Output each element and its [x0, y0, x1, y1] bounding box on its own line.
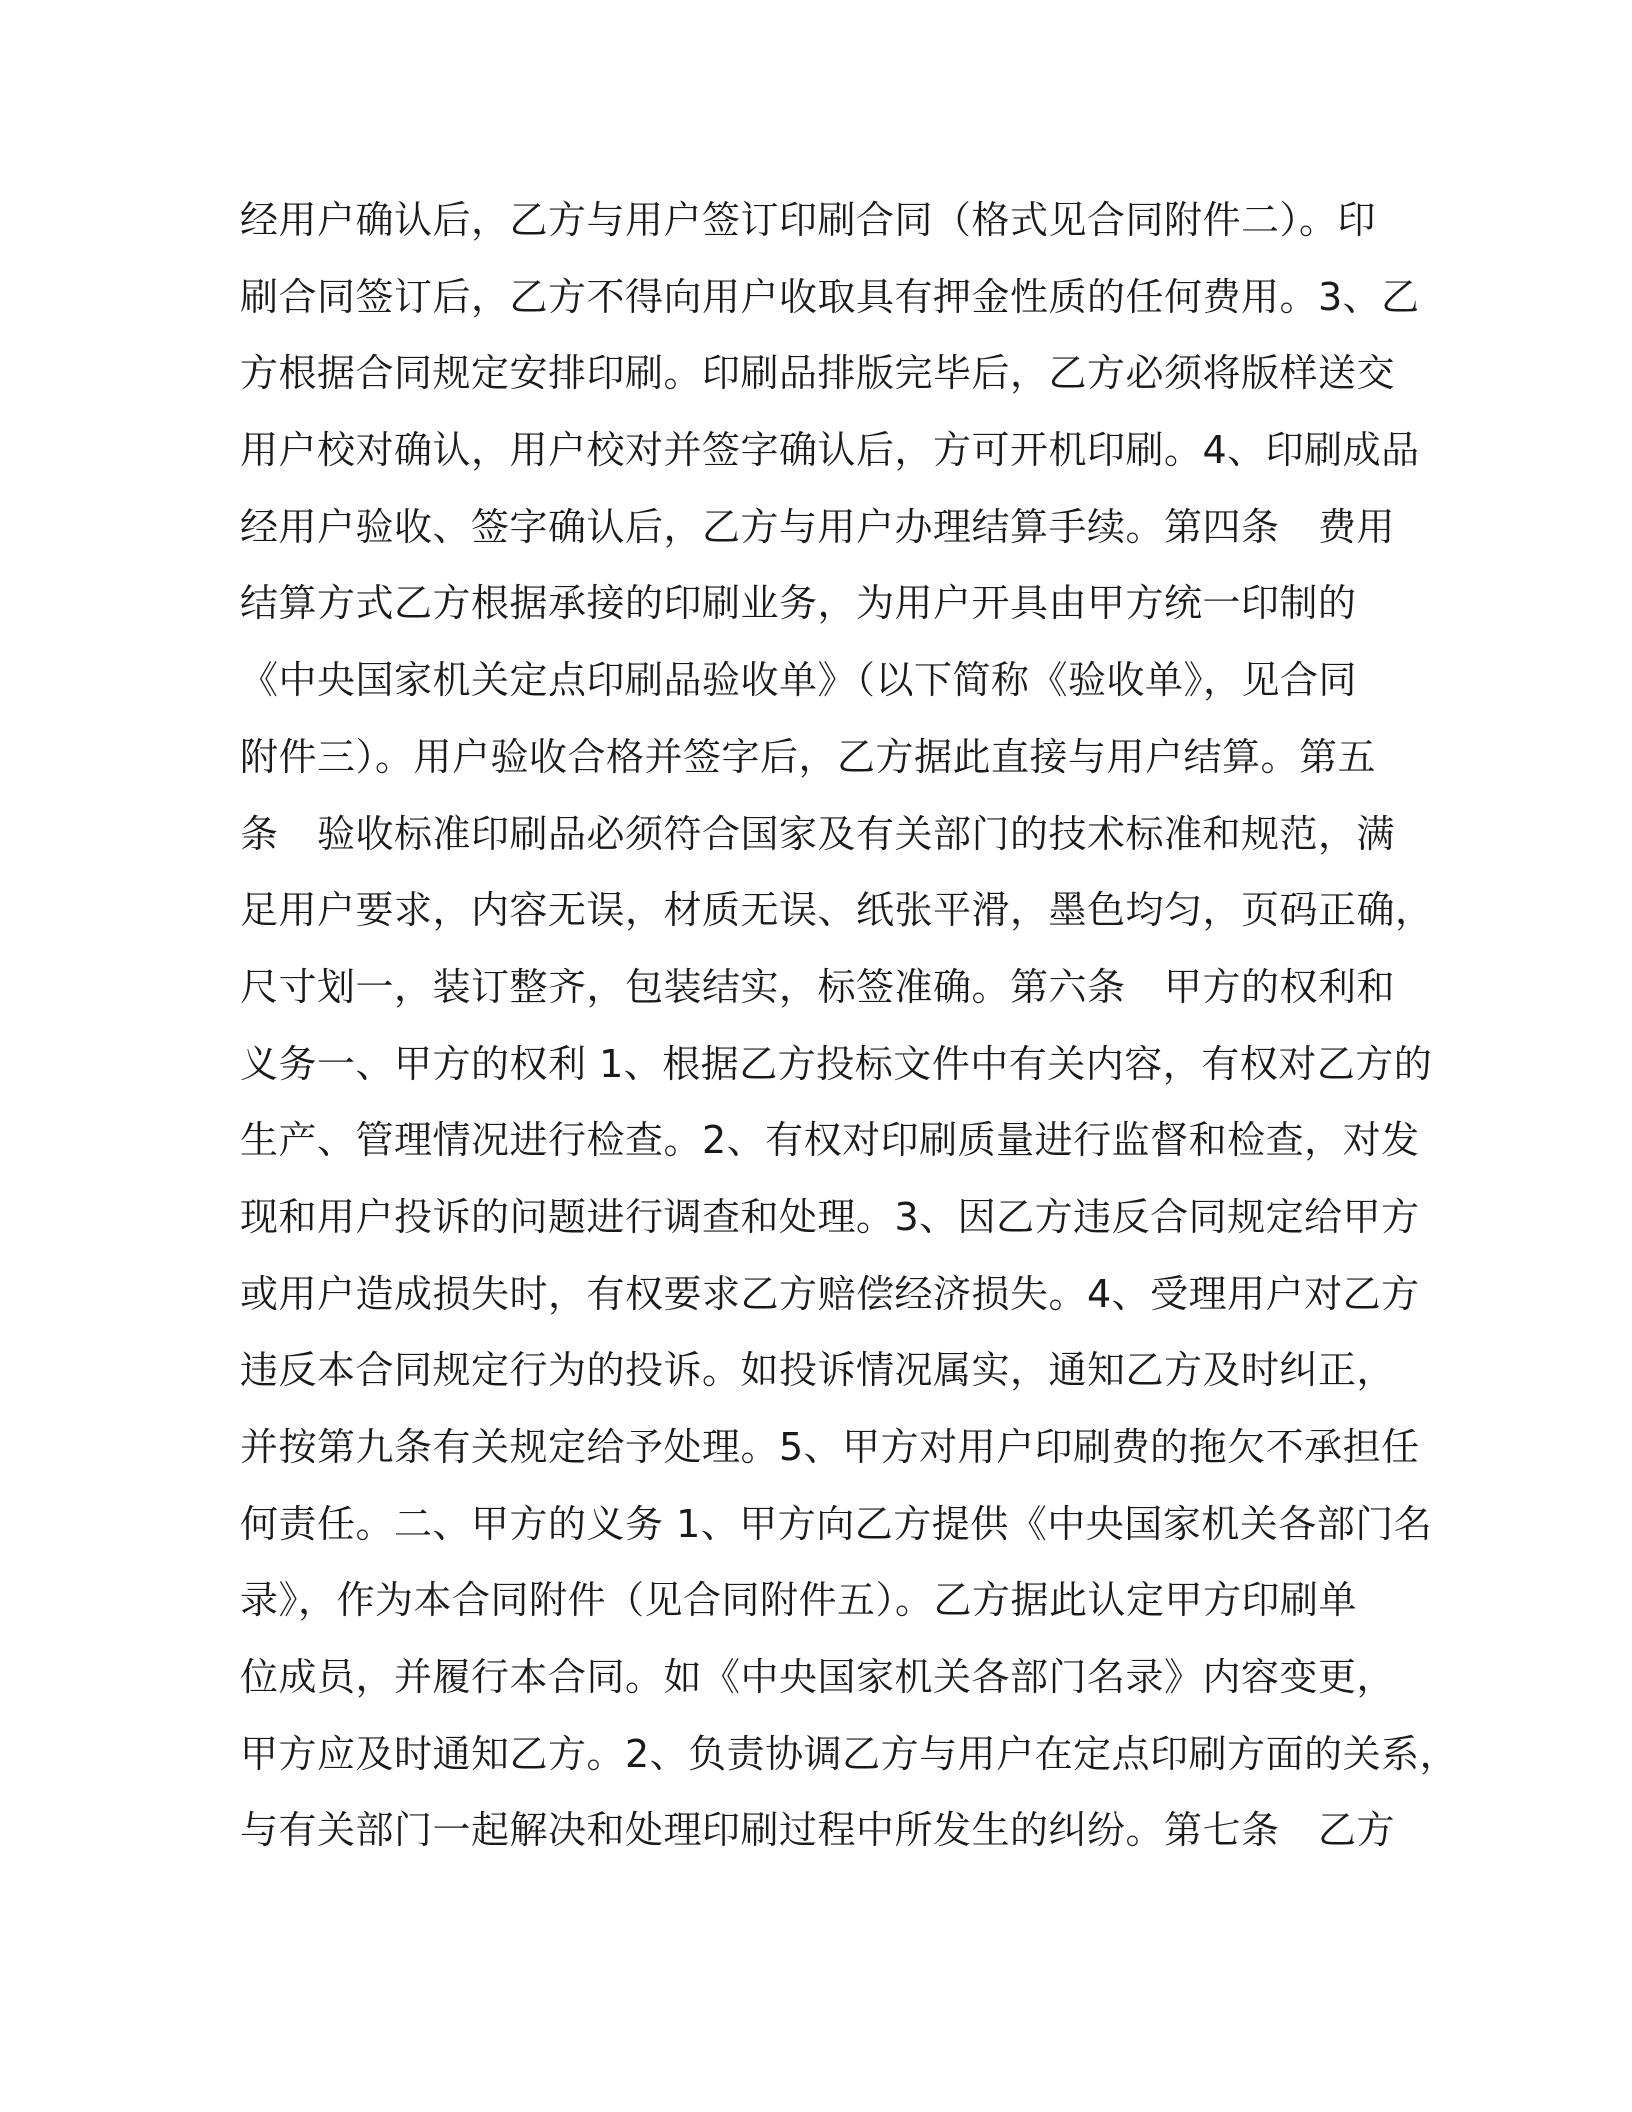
text-line: 方根据合同规定安排印刷。印刷品排版完毕后，乙方必须将版样送交 — [240, 351, 1396, 396]
text-line: 并按第九条有关规定给予处理。5、甲方对用户印刷费的拖欠不承担任 — [240, 1425, 1420, 1469]
text-line: 录》，作为本合同附件（见合同附件五）。乙方据此认定甲方印刷单 — [240, 1578, 1358, 1623]
text-line: 结算方式乙方根据承接的印刷业务，为用户开具由甲方统一印制的 — [240, 581, 1357, 626]
contract-body-text — [240, 182, 1459, 1869]
text-line: 经用户验收、签字确认后，乙方与用户办理结算手续。第四条 费用 — [240, 504, 1396, 549]
text-line: 足用户要求，内容无误，材质无误、纸张平滑，墨色均匀，页码正确， — [240, 888, 1434, 933]
text-line: 条 验收标准印刷品必须符合国家及有关部门的技术标准和规范，满 — [240, 811, 1396, 856]
text-line: 或用户造成损失时，有权要求乙方赔偿经济损失。4、受理用户对乙方 — [240, 1271, 1420, 1316]
text-line: 何责任。二、甲方的义务 1、甲方向乙方提供《中央国家机关各部门名 — [240, 1501, 1433, 1546]
text-line: 甲方应及时通知乙方。2、负责协调乙方与用户在定点印刷方面的关系， — [240, 1731, 1459, 1776]
text-line: 义务一、甲方的权利 1、根据乙方投标文件中有关内容，有权对乙方的 — [240, 1041, 1433, 1086]
text-line: 违反本合同规定行为的投诉。如投诉情况属实，通知乙方及时纠正， — [240, 1348, 1396, 1393]
text-line: 生产、管理情况进行检查。2、有权对印刷质量进行监督和检查，对发 — [240, 1118, 1420, 1163]
text-line: 附件三）。用户验收合格并签字后，乙方据此直接与用户结算。第五 — [240, 734, 1377, 779]
text-line: 用户校对确认，用户校对并签字确认后，方可开机印刷。4、印刷成品 — [240, 428, 1420, 473]
text-line: 尺寸划一，装订整齐，包装结实，标签准确。第六条 甲方的权利和 — [240, 964, 1396, 1009]
text-line: 经用户确认后，乙方与用户签订印刷合同（格式见合同附件二）。印 — [240, 198, 1377, 242]
text-line: 刷合同签订后，乙方不得向用户收取具有押金性质的任何费用。3、乙 — [240, 274, 1420, 319]
text-line: 与有关部门一起解决和处理印刷过程中所发生的纠纷。第七条 乙方 — [240, 1808, 1396, 1853]
text-line: 位成员，并履行本合同。如《中央国家机关各部门名录》内容变更， — [240, 1655, 1396, 1700]
text-line: 《中央国家机关定点印刷品验收单》（以下简称《验收单》，见合同 — [240, 658, 1358, 703]
text-line: 现和用户投诉的问题进行调查和处理。3、因乙方违反合同规定给甲方 — [240, 1194, 1420, 1239]
